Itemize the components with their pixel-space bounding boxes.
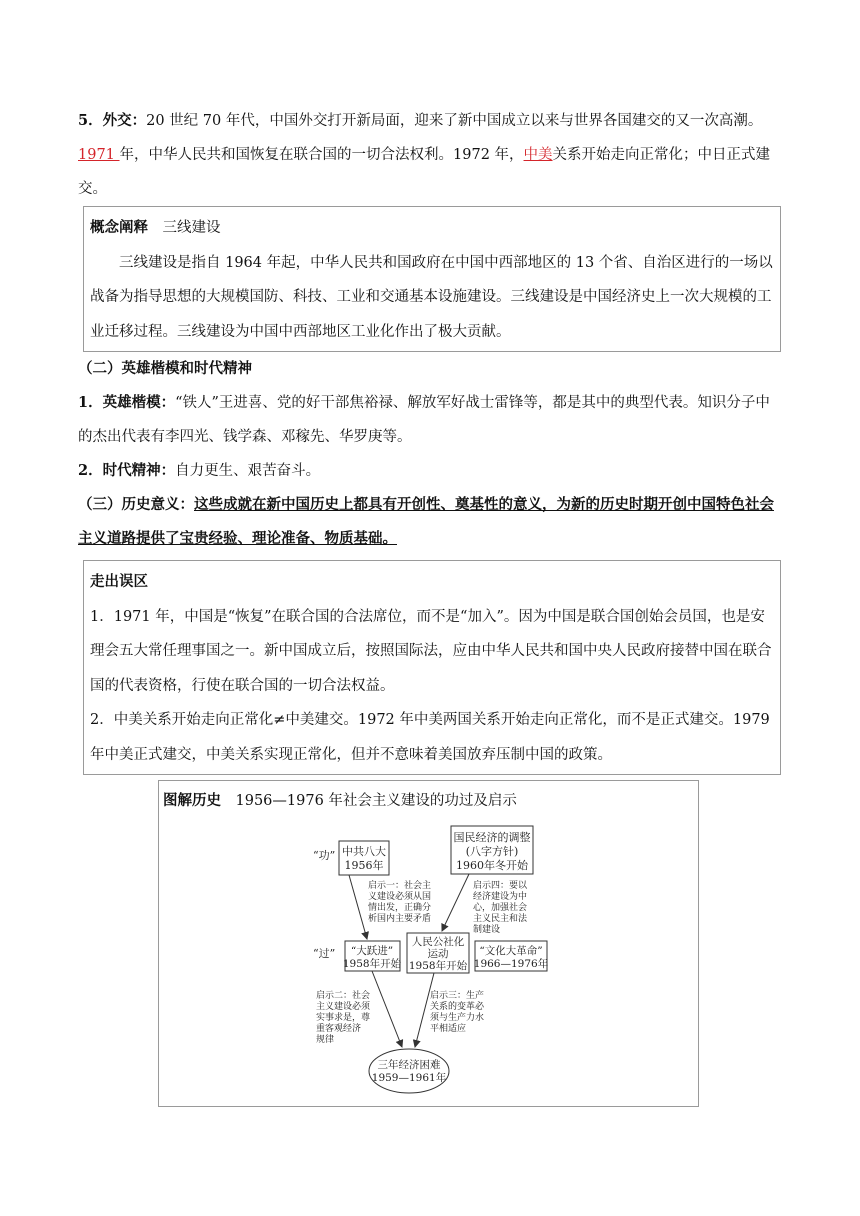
significance-heading: （三）历史意义： <box>78 496 194 513</box>
guo-label: “过” <box>313 947 336 960</box>
culrev-line2: 1966—1976年 <box>473 958 549 970</box>
cpc8-line2: 1956年 <box>344 859 384 872</box>
insp4-line3: 心，加强社会 <box>473 903 528 913</box>
adjust-line1: 国民经济的调整 <box>453 831 531 844</box>
node-cultural-revolution <box>474 941 549 971</box>
concept-label: 概念阐释 <box>90 219 148 236</box>
significance-text: 这些成就在新中国历史上都具有开创性、奠基性的意义，为新的历史时期开创中国特色社会主义道路提供了宝贵经验、理论准备、物质基础。 <box>78 496 774 547</box>
section2-heading: （二）英雄楷模和时代精神 <box>78 360 252 377</box>
leap-line2: 1958年开始 <box>342 958 402 970</box>
document-body <box>78 104 782 775</box>
insp3-line2: 关系的变革必 <box>430 1002 485 1012</box>
inspiration-4 <box>473 879 528 935</box>
diagram-svg <box>159 781 700 1108</box>
insp2-line4: 重客观经济 <box>316 1024 362 1034</box>
leap-line1: “大跃进” <box>350 945 394 957</box>
commune-line1: 人民公社化 <box>411 936 465 948</box>
node-commune <box>407 933 469 973</box>
arrow-cpc8-to-leap <box>349 875 367 939</box>
mistake-item-1: 1．1971 年，中国是“恢复”在联合国的合法席位，而不是“加入”。因为中国是联合国创始会员国，也是安理会五大常任理事国之一。新中国成立后，按照国际法，应由中华人民共和国中央人民政府接替中国在联合国的代表资格，行使在联合国的一切合法权益。 <box>90 608 772 694</box>
insp1-line2: 义建设必须从国 <box>368 892 432 902</box>
significance-paragraph <box>78 488 782 556</box>
concept-body: 三线建设是指自 1964 年起，中华人民共和国政府在中国中西部地区的 13 个省、自治区进行的一场以战备为指导思想的大规模国防、科技、工业和交通基本设施建设。三线建设是中国经济史上一次大规模的工业迁移过程。三线建设为中国中西部地区工业化作出了极大贡献。 <box>90 254 773 340</box>
insp4-line4: 主义民主和法 <box>473 914 528 924</box>
gong-label: “功” <box>313 849 336 862</box>
diagram-label: 图解历史 <box>163 792 221 809</box>
hard-line1: 三年经济困难 <box>377 1059 441 1071</box>
arrow-adjust-to-commune <box>442 874 469 931</box>
commune-line2: 运动 <box>427 948 449 960</box>
commune-line3: 1958年开始 <box>408 960 468 972</box>
node-cpc8 <box>339 841 389 875</box>
insp4-line5: 制建设 <box>473 925 501 935</box>
spirit-paragraph <box>78 454 782 488</box>
hard-line2: 1959—1961年 <box>371 1072 447 1084</box>
insp2-line2: 主义建设必须 <box>316 1002 371 1012</box>
inspiration-2 <box>316 989 371 1045</box>
insp4-line2: 经济建设为中 <box>473 892 528 902</box>
diagram-title: 1956—1976 年社会主义建设的功过及启示 <box>235 793 517 809</box>
insp4-line1: 启示四：要以 <box>473 881 528 891</box>
foreign-affairs-text3: 关系开始走向正常化；中日正式建交。 <box>78 147 771 197</box>
insp2-line3: 实事求是，尊 <box>316 1013 371 1023</box>
foreign-affairs-text2: 年，中华人民共和国恢复在联合国的一切合法权利。1972 年， <box>119 147 524 163</box>
foreign-affairs-text1: 20 世纪 70 年代，中国外交打开新局面，迎来了新中国成立以来与世界各国建交的又一次高潮。 <box>146 113 763 129</box>
adjust-line3: 1960年冬开始 <box>456 859 528 872</box>
heroes-heading: 1．英雄楷模： <box>78 394 176 411</box>
insp1-line4: 析国内主要矛盾 <box>368 914 432 924</box>
insp3-line3: 须与生产力水 <box>430 1013 485 1023</box>
culrev-line1: “文化大革命” <box>479 945 543 957</box>
sino-us-highlight: 中美 <box>523 147 553 163</box>
insp3-line1: 启示三：生产 <box>430 991 485 1001</box>
mistake-box <box>83 560 781 775</box>
node-economic-hardship <box>369 1049 449 1093</box>
spirit-heading: 2．时代精神： <box>78 462 176 479</box>
insp1-line3: 情出发，正确分 <box>368 903 432 913</box>
insp2-line1: 启示二：社会 <box>316 991 371 1001</box>
node-adjustment <box>451 826 533 874</box>
mistake-item-2: 2．中美关系开始走向正常化≠中美建交。1972 年中美两国关系开始走向正常化，而不是正式建交。1979 年中美正式建交，中美关系实现正常化，但并不意味着美国放弃压制中国的政策。 <box>90 712 770 763</box>
concept-title: 三线建设 <box>162 220 221 236</box>
foreign-affairs-heading: 5．外交： <box>78 112 147 129</box>
inspiration-3 <box>430 989 485 1034</box>
spirit-text: 自力更生、艰苦奋斗。 <box>175 463 321 479</box>
cpc8-line1: 中共八大 <box>342 845 386 858</box>
history-diagram <box>158 780 699 1107</box>
node-great-leap <box>343 941 402 971</box>
arrow-leap-to-hardship <box>372 971 402 1047</box>
insp2-line5: 规律 <box>316 1035 335 1045</box>
concept-box <box>83 206 781 352</box>
inspiration-1 <box>368 879 431 924</box>
year-1971-highlight: 1971 <box>78 147 120 163</box>
mistake-label: 走出误区 <box>90 573 148 590</box>
heroes-text: “铁人”王进喜、党的好干部焦裕禄、解放军好战士雷锋等，都是其中的典型代表。知识分子中的杰出代表有李四光、钱学森、邓稼先、华罗庚等。 <box>78 395 770 445</box>
insp3-line4: 平相适应 <box>430 1024 467 1034</box>
adjust-line2: (八字方针) <box>465 845 519 858</box>
heroes-paragraph <box>78 386 782 454</box>
insp1-line1: 启示一：社会主 <box>368 881 432 891</box>
section-foreign-affairs <box>78 104 782 206</box>
